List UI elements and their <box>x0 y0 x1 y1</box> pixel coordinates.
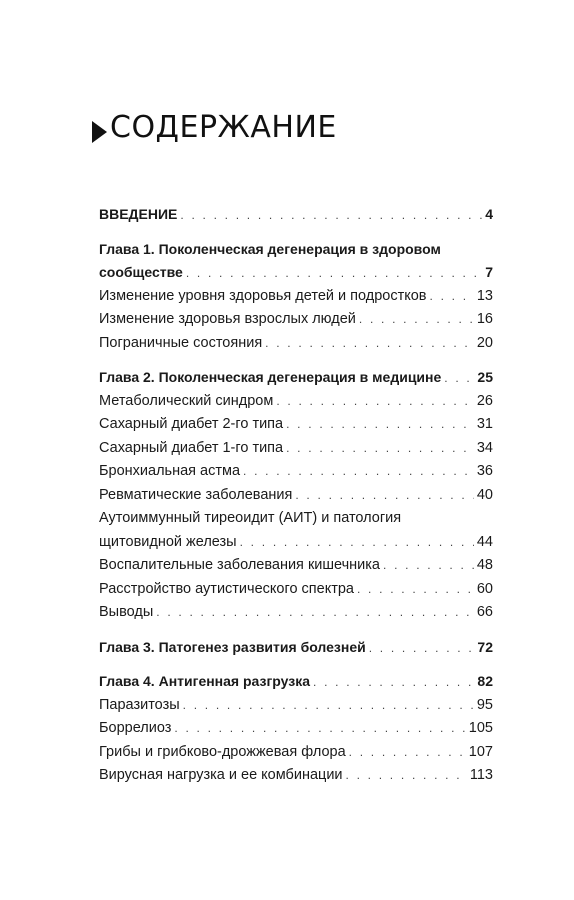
dot-leader <box>240 535 474 549</box>
toc-chapter-row[interactable] <box>99 369 493 393</box>
toc-entry-title: сообществе <box>99 264 183 280</box>
toc-chapter-row[interactable] <box>99 206 493 230</box>
toc-entry-title: Сахарный диабет 2-го типа <box>99 416 284 432</box>
toc-entry-title: Сахарный диабет 1-го типа <box>99 439 284 456</box>
dot-leader <box>349 745 466 759</box>
toc-entry-title: Глава 1. Поколенческая дегенерация в здоровом <box>99 240 441 257</box>
toc-page-number: 26 <box>476 392 493 409</box>
dot-leader <box>430 289 474 303</box>
toc-entry-row[interactable] <box>99 581 493 605</box>
dot-leader <box>369 641 475 655</box>
toc-page-number: 4 <box>485 206 493 222</box>
section-gap <box>99 230 493 241</box>
toc-chapter-row[interactable] <box>99 673 493 697</box>
toc-entry-title: Глава 2. Поколенческая дегенерация в медицине <box>99 369 442 385</box>
toc-entry-title: Метаболический синдром <box>99 392 274 409</box>
toc-entry-title: Пограничные состояния <box>99 334 263 351</box>
toc-entry-title: ВВЕДЕНИЕ <box>99 206 178 222</box>
toc-entry-title: Выводы <box>99 604 154 620</box>
dot-leader <box>346 768 467 782</box>
toc-entry-row[interactable] <box>99 744 493 768</box>
toc-page-number: 107 <box>468 743 493 760</box>
toc-entry-title: Аутоиммунный тиреоидит (АИТ) и патология <box>99 510 402 526</box>
dot-leader <box>183 698 474 712</box>
toc-entry-title: Вирусная нагрузка и ее комбинации <box>99 767 343 783</box>
dot-leader <box>357 582 474 596</box>
section-gap <box>99 628 493 639</box>
dot-leader <box>174 721 465 735</box>
toc-page-number: 105 <box>468 720 493 736</box>
toc-page-number: 40 <box>476 486 493 503</box>
toc-chapter-row[interactable] <box>99 241 493 265</box>
toc-chapter-row[interactable] <box>99 639 493 663</box>
table-of-contents <box>99 206 493 791</box>
toc-page-number: 25 <box>477 369 493 385</box>
toc-entry-row[interactable] <box>99 463 493 487</box>
toc-entry-row[interactable] <box>99 604 493 628</box>
toc-entry-title: Расстройство аутистического спектра <box>99 580 354 597</box>
toc-entry-title: Глава 4. Антигенная разгрузка <box>99 673 311 689</box>
toc-page-number: 31 <box>476 416 493 432</box>
dot-leader <box>286 441 474 455</box>
dot-leader <box>243 464 474 478</box>
toc-page-number: 60 <box>476 580 493 597</box>
toc-entry-title: Бронхиальная астма <box>99 463 241 479</box>
toc-page-number: 13 <box>476 287 493 304</box>
toc-entry-row[interactable] <box>99 288 493 312</box>
toc-page-number: 48 <box>476 557 493 573</box>
toc-entry-row[interactable] <box>99 697 493 721</box>
section-gap <box>99 358 493 369</box>
toc-entry-row[interactable] <box>99 393 493 417</box>
toc-entry-title: Изменение уровня здоровья детей и подростков <box>99 287 427 304</box>
dot-leader <box>286 417 474 431</box>
toc-page-number: 82 <box>477 673 493 689</box>
toc-entry-title: Глава 3. Патогенез развития болезней <box>99 638 366 655</box>
toc-entry-title: Воспалительные заболевания кишечника <box>99 557 380 573</box>
toc-entry-row[interactable] <box>99 534 493 558</box>
toc-entry-title: Грибы и грибково-дрожжевая флора <box>99 743 346 760</box>
toc-entry-row[interactable] <box>99 557 493 581</box>
contents-heading <box>92 110 337 145</box>
dot-leader <box>156 605 474 619</box>
toc-page-number: 72 <box>477 638 493 655</box>
toc-entry-row[interactable] <box>99 416 493 440</box>
toc-entry-row[interactable] <box>99 510 493 534</box>
page-title: СОДЕРЖАНИЕ <box>110 110 337 145</box>
toc-entry-title: Ревматические заболевания <box>99 486 293 503</box>
dot-leader <box>186 266 482 280</box>
toc-page-number: 95 <box>476 696 493 713</box>
toc-entry-title: щитовидной железы <box>99 533 237 550</box>
toc-entry-title: Изменение здоровья взрослых людей <box>99 311 356 327</box>
toc-page-number: 16 <box>476 311 493 327</box>
toc-page-number: 113 <box>469 767 493 783</box>
toc-entry-row[interactable] <box>99 335 493 359</box>
toc-page-number: 36 <box>476 463 493 479</box>
toc-page-number: 44 <box>476 533 493 550</box>
dot-leader <box>313 675 474 689</box>
dot-leader <box>444 371 474 385</box>
toc-page-number: 7 <box>485 264 493 280</box>
toc-page-number: 66 <box>476 604 493 620</box>
toc-entry-row[interactable] <box>99 440 493 464</box>
toc-entry-row[interactable] <box>99 487 493 511</box>
dot-leader <box>383 558 474 572</box>
dot-leader <box>295 488 474 502</box>
toc-entry-title: Паразитозы <box>99 696 180 713</box>
triangle-arrow-icon <box>92 121 107 143</box>
toc-entry-title: Боррелиоз <box>99 720 172 736</box>
toc-page-number: 20 <box>476 334 493 351</box>
section-gap <box>99 662 493 673</box>
dot-leader <box>180 208 482 222</box>
toc-chapter-row[interactable] <box>99 264 493 288</box>
dot-leader <box>359 312 474 326</box>
toc-entry-row[interactable] <box>99 767 493 791</box>
dot-leader <box>265 336 474 350</box>
toc-page-number: 34 <box>476 439 493 456</box>
toc-entry-row[interactable] <box>99 311 493 335</box>
toc-entry-row[interactable] <box>99 720 493 744</box>
dot-leader <box>276 394 474 408</box>
